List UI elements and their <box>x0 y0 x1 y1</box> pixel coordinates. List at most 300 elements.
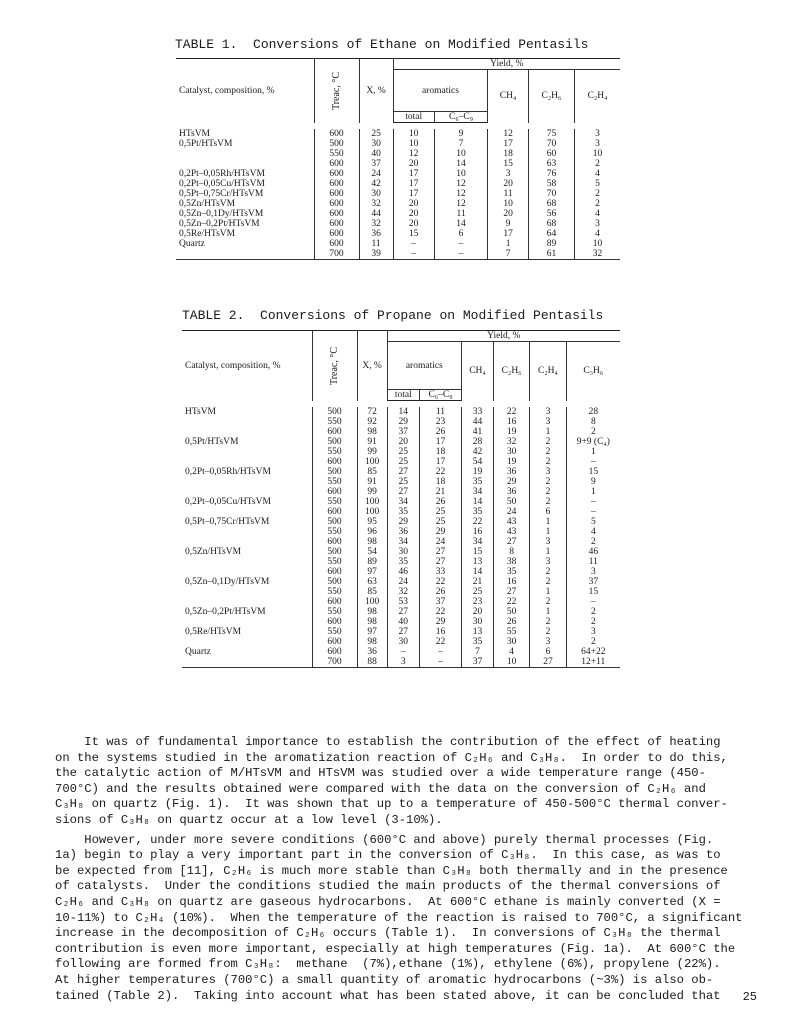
value-cell: 72 <box>357 407 387 417</box>
value-cell: 12 <box>434 179 488 189</box>
value-cell: 1 <box>530 527 566 537</box>
value-cell: 4 <box>575 229 620 239</box>
value-cell: 76 <box>528 169 574 179</box>
value-cell: 3 <box>566 627 620 637</box>
value-cell: 30 <box>493 637 529 647</box>
table2-header-yield: Yield, % <box>387 331 620 342</box>
value-cell: 11 <box>488 189 529 199</box>
table-row <box>176 139 620 149</box>
value-cell: 92 <box>357 417 387 427</box>
catalyst-cell <box>182 557 312 567</box>
value-cell: 1 <box>530 607 566 617</box>
value-cell: 36 <box>357 647 387 657</box>
value-cell: 98 <box>357 617 387 627</box>
catalyst-cell: 0,5Pt–0,75Cr/HTsVM <box>185 516 270 527</box>
value-cell: 30 <box>359 189 393 199</box>
value-cell: 8 <box>493 547 529 557</box>
table-row <box>182 557 620 567</box>
table1-header-aromatics: aromatics <box>393 70 488 112</box>
table-row <box>182 467 620 477</box>
value-cell: 60 <box>528 149 574 159</box>
value-cell: 22 <box>493 597 529 607</box>
value-cell: 600 <box>312 507 357 517</box>
table-row <box>182 407 620 417</box>
value-cell: 40 <box>387 617 419 627</box>
value-cell: 14 <box>462 497 494 507</box>
value-cell: 4 <box>566 527 620 537</box>
text-line: 10-11%) to C₂H₄ (10%). When the temperature of the reaction is raised to 700°C, a significant <box>55 910 743 925</box>
value-cell: 100 <box>357 597 387 607</box>
table-row <box>182 567 620 577</box>
value-cell: 36 <box>493 467 529 477</box>
value-cell: 500 <box>312 517 357 527</box>
value-cell: 3 <box>530 537 566 547</box>
value-cell: 21 <box>419 487 461 497</box>
value-cell: 14 <box>462 567 494 577</box>
value-cell: 3 <box>530 467 566 477</box>
value-cell: 15 <box>393 229 434 239</box>
value-cell: 4 <box>493 647 529 657</box>
value-cell: 600 <box>312 597 357 607</box>
value-cell: 550 <box>312 447 357 457</box>
value-cell: 38 <box>493 557 529 567</box>
value-cell: 10 <box>493 657 529 668</box>
value-cell: – <box>566 457 620 467</box>
value-cell: 20 <box>393 219 434 229</box>
catalyst-cell <box>182 417 312 427</box>
table-row <box>176 199 620 209</box>
value-cell: 29 <box>387 517 419 527</box>
catalyst-cell <box>182 487 312 497</box>
value-cell: 63 <box>357 577 387 587</box>
value-cell: 96 <box>357 527 387 537</box>
value-cell: 9 <box>434 129 488 139</box>
value-cell: 500 <box>312 407 357 417</box>
catalyst-cell <box>176 149 314 159</box>
text-line: However, under more severe conditions (600°C and above) purely thermal processes (Fig. <box>55 832 714 847</box>
catalyst-cell: 0,5Re/HTsVM <box>179 228 236 239</box>
value-cell: 34 <box>387 537 419 547</box>
value-cell: 8 <box>566 417 620 427</box>
value-cell: – <box>393 249 434 260</box>
value-cell: 20 <box>393 159 434 169</box>
catalyst-cell <box>182 637 312 647</box>
text-line: C₃H₈ on quartz (Fig. 1). It was shown that up to a temperature of 450-500°C thermal conver- <box>55 797 728 812</box>
text-line: of catalysts. Under the conditions studied the main products of the thermal conversions of <box>55 879 721 894</box>
value-cell: 600 <box>312 537 357 547</box>
value-cell: 18 <box>419 477 461 487</box>
value-cell: 16 <box>419 627 461 637</box>
table-row <box>176 169 620 179</box>
value-cell: 2 <box>530 437 566 447</box>
value-cell: 1 <box>488 239 529 249</box>
value-cell: 34 <box>387 497 419 507</box>
text-line: tained (Table 2). Taking into account what has been stated above, it can be concluded that <box>55 988 721 1003</box>
value-cell: 1 <box>566 487 620 497</box>
value-cell: 19 <box>493 427 529 437</box>
catalyst-cell <box>176 249 314 260</box>
value-cell: 36 <box>359 229 393 239</box>
table2-header-aromatics: aromatics <box>387 342 461 390</box>
value-cell: 89 <box>357 557 387 567</box>
value-cell: 22 <box>419 607 461 617</box>
catalyst-cell <box>182 587 312 597</box>
table-row <box>182 457 620 467</box>
value-cell: 600 <box>314 199 359 209</box>
value-cell: – <box>434 239 488 249</box>
value-cell: 600 <box>312 427 357 437</box>
value-cell: 3 <box>530 637 566 647</box>
value-cell: 24 <box>493 507 529 517</box>
value-cell: 85 <box>357 587 387 597</box>
value-cell: 63 <box>528 159 574 169</box>
value-cell: 17 <box>488 229 529 239</box>
value-cell: 600 <box>312 487 357 497</box>
value-cell: 2 <box>530 477 566 487</box>
value-cell: 3 <box>575 129 620 139</box>
value-cell: 3 <box>488 169 529 179</box>
value-cell: 22 <box>419 577 461 587</box>
text-line: C₂H₆ and C₃H₈ on quartz are gaseous hydrocarbons. At 600°C ethane is mainly converted (X = <box>55 894 721 909</box>
value-cell: 97 <box>357 567 387 577</box>
table2-title: TABLE 2. Conversions of Propane on Modified Pentasils <box>182 308 604 323</box>
value-cell: 10 <box>575 149 620 159</box>
value-cell: 3 <box>387 657 419 668</box>
value-cell: 37 <box>419 597 461 607</box>
value-cell: 23 <box>462 597 494 607</box>
value-cell: 44 <box>359 209 393 219</box>
table-row <box>182 437 620 447</box>
value-cell: 29 <box>419 527 461 537</box>
value-cell: 15 <box>462 547 494 557</box>
table1-header-total: total <box>393 112 434 123</box>
value-cell: 27 <box>387 627 419 637</box>
value-cell: 700 <box>312 657 357 668</box>
value-cell: 26 <box>493 617 529 627</box>
value-cell: 43 <box>493 527 529 537</box>
catalyst-cell: 0,5Zn/HTsVM <box>179 198 236 209</box>
value-cell: 68 <box>528 199 574 209</box>
value-cell: 550 <box>312 627 357 637</box>
text-line: contribution is even more important, especially at high temperatures (Fig. 1a). At 600°C the <box>55 941 736 956</box>
table-row <box>182 447 620 457</box>
value-cell: 27 <box>387 487 419 497</box>
value-cell: 5 <box>566 517 620 527</box>
value-cell: 91 <box>357 437 387 447</box>
value-cell: 41 <box>462 427 494 437</box>
value-cell: 600 <box>312 637 357 647</box>
value-cell: 550 <box>312 607 357 617</box>
table-row <box>182 627 620 637</box>
value-cell: 14 <box>387 407 419 417</box>
value-cell: 600 <box>312 457 357 467</box>
value-cell: 500 <box>312 467 357 477</box>
value-cell: 1 <box>566 447 620 457</box>
value-cell: 1 <box>530 587 566 597</box>
value-cell: 21 <box>462 577 494 587</box>
value-cell: – <box>419 647 461 657</box>
value-cell: 100 <box>357 507 387 517</box>
catalyst-cell <box>182 617 312 627</box>
catalyst-cell: 0,2Pt–0,05Cu/HTsVM <box>179 178 265 189</box>
value-cell: 44 <box>462 417 494 427</box>
value-cell: 16 <box>493 417 529 427</box>
value-cell: 2 <box>530 617 566 627</box>
catalyst-cell: 0,5Pt/HTsVM <box>185 436 239 447</box>
value-cell: 24 <box>387 577 419 587</box>
table-row <box>182 537 620 547</box>
value-cell: 10 <box>575 239 620 249</box>
value-cell: 99 <box>357 447 387 457</box>
value-cell: 35 <box>462 507 494 517</box>
value-cell: 99 <box>357 487 387 497</box>
value-cell: 32 <box>359 199 393 209</box>
value-cell: 600 <box>314 129 359 139</box>
value-cell: 16 <box>462 527 494 537</box>
value-cell: 2 <box>575 199 620 209</box>
value-cell: 98 <box>357 537 387 547</box>
value-cell: 34 <box>462 487 494 497</box>
value-cell: 70 <box>528 189 574 199</box>
table-row <box>176 219 620 229</box>
text-line: following are formed from C₃H₈: methane (7%),ethane (1%), ethylene (6%), propylene (22%). <box>55 957 721 972</box>
value-cell: 600 <box>314 229 359 239</box>
table-row <box>182 607 620 617</box>
value-cell: 600 <box>312 567 357 577</box>
value-cell: 11 <box>566 557 620 567</box>
value-cell: 75 <box>528 129 574 139</box>
value-cell: 29 <box>419 617 461 627</box>
value-cell: 100 <box>357 497 387 507</box>
value-cell: 600 <box>314 219 359 229</box>
table-row <box>176 149 620 159</box>
catalyst-cell <box>182 427 312 437</box>
value-cell: 13 <box>462 557 494 567</box>
catalyst-cell <box>182 507 312 517</box>
value-cell: 27 <box>419 547 461 557</box>
value-cell: 95 <box>357 517 387 527</box>
text-line: the catalytic action of M/HTsVM and HTsVM was studied over a wide temperature range (450- <box>55 766 706 781</box>
text-line: At higher temperatures (700°C) a small quantity of aromatic hydrocarbons (~3%) is also ob- <box>55 972 714 987</box>
value-cell: 10 <box>488 199 529 209</box>
table1-header-ch4: CH₄ <box>488 70 529 123</box>
catalyst-cell: 0,5Zn/HTsVM <box>185 546 242 557</box>
value-cell: 20 <box>393 209 434 219</box>
table-row <box>182 647 620 657</box>
value-cell: 24 <box>359 169 393 179</box>
value-cell: 25 <box>462 587 494 597</box>
value-cell: 1 <box>530 517 566 527</box>
catalyst-cell: 0,2Pt–0,05Rh/HTsVM <box>179 168 265 179</box>
value-cell: 2 <box>530 597 566 607</box>
value-cell: 29 <box>387 417 419 427</box>
table1-header-catalyst: Catalyst, composition, % <box>176 59 314 123</box>
value-cell: 4 <box>575 169 620 179</box>
value-cell: 2 <box>575 189 620 199</box>
value-cell: 500 <box>314 139 359 149</box>
catalyst-cell <box>176 159 314 169</box>
value-cell: 2 <box>575 159 620 169</box>
table-row <box>182 587 620 597</box>
table-row <box>182 517 620 527</box>
table-row <box>176 209 620 219</box>
value-cell: 14 <box>434 159 488 169</box>
table1-header-x: X, % <box>359 59 393 123</box>
value-cell: – <box>566 507 620 517</box>
text-line: 1a) begin to play a very important part in the conversion of C₃H₈. In this case, as was to <box>55 848 721 863</box>
value-cell: – <box>434 249 488 260</box>
value-cell: 32 <box>493 437 529 447</box>
page-number: 25 <box>742 990 757 1004</box>
value-cell: 7 <box>488 249 529 260</box>
value-cell: 54 <box>357 547 387 557</box>
value-cell: 85 <box>357 467 387 477</box>
value-cell: 46 <box>387 567 419 577</box>
value-cell: 26 <box>419 497 461 507</box>
value-cell: 7 <box>462 647 494 657</box>
value-cell: 30 <box>359 139 393 149</box>
value-cell: 11 <box>419 407 461 417</box>
value-cell: 6 <box>434 229 488 239</box>
value-cell: 15 <box>488 159 529 169</box>
value-cell: 97 <box>357 627 387 637</box>
value-cell: 2 <box>566 537 620 547</box>
table-row <box>182 597 620 607</box>
value-cell: 26 <box>419 427 461 437</box>
value-cell: 20 <box>488 179 529 189</box>
value-cell: 20 <box>462 607 494 617</box>
value-cell: 42 <box>359 179 393 189</box>
table-row <box>182 477 620 487</box>
value-cell: 2 <box>530 577 566 587</box>
value-cell: 27 <box>387 607 419 617</box>
value-cell: 4 <box>575 209 620 219</box>
table2-header-c3h6: C₃H₆ <box>566 342 620 401</box>
value-cell: 550 <box>312 497 357 507</box>
value-cell: 37 <box>566 577 620 587</box>
value-cell: – <box>387 647 419 657</box>
value-cell: – <box>393 239 434 249</box>
value-cell: 35 <box>462 637 494 647</box>
value-cell: – <box>566 497 620 507</box>
table2-header-c6c9: C₆–C₉ <box>419 390 461 401</box>
value-cell: 2 <box>530 447 566 457</box>
value-cell: 2 <box>530 627 566 637</box>
value-cell: 55 <box>493 627 529 637</box>
value-cell: 3 <box>566 567 620 577</box>
value-cell: 25 <box>387 457 419 467</box>
value-cell: 2 <box>566 637 620 647</box>
value-cell: 600 <box>314 159 359 169</box>
value-cell: 20 <box>488 209 529 219</box>
value-cell: 32 <box>359 219 393 229</box>
table-row <box>176 189 620 199</box>
value-cell: 3 <box>575 219 620 229</box>
table-row <box>176 179 620 189</box>
value-cell: 3 <box>575 139 620 149</box>
value-cell: 17 <box>488 139 529 149</box>
value-cell: 27 <box>493 587 529 597</box>
table-row <box>182 507 620 517</box>
value-cell: 9+9 (C₄) <box>566 437 620 447</box>
value-cell: 88 <box>357 657 387 668</box>
value-cell: 600 <box>312 617 357 627</box>
value-cell: 19 <box>462 467 494 477</box>
table1-body <box>176 129 620 260</box>
table-row <box>182 577 620 587</box>
value-cell: – <box>566 597 620 607</box>
catalyst-cell <box>182 657 312 668</box>
value-cell: 2 <box>530 487 566 497</box>
catalyst-cell <box>182 597 312 607</box>
value-cell: 600 <box>314 209 359 219</box>
value-cell: 27 <box>493 537 529 547</box>
table1-header-c2h4: C₂H₄ <box>575 70 620 123</box>
value-cell: 30 <box>387 547 419 557</box>
value-cell: 550 <box>312 417 357 427</box>
value-cell: 32 <box>387 587 419 597</box>
text-line: increase in the decomposition of C₂H₆ occurs (Table 1). In conversions of C₃H₈ the thermal <box>55 926 721 941</box>
value-cell: 35 <box>387 507 419 517</box>
table1-header-yield: Yield, % <box>393 59 620 70</box>
value-cell: 12 <box>488 129 529 139</box>
value-cell: 600 <box>314 189 359 199</box>
value-cell: 25 <box>359 129 393 139</box>
value-cell: 98 <box>357 607 387 617</box>
value-cell: 550 <box>312 557 357 567</box>
value-cell: 14 <box>434 219 488 229</box>
catalyst-cell: 0,5Re/HTsVM <box>185 626 242 637</box>
table-row <box>182 487 620 497</box>
value-cell: 500 <box>312 547 357 557</box>
value-cell: 20 <box>393 199 434 209</box>
value-cell: 22 <box>462 517 494 527</box>
value-cell: 9 <box>488 219 529 229</box>
value-cell: 27 <box>419 557 461 567</box>
value-cell: 61 <box>528 249 574 260</box>
catalyst-cell: 0,5Zn–0,1Dy/HTsVM <box>185 576 270 587</box>
value-cell: 550 <box>312 587 357 597</box>
value-cell: 42 <box>462 447 494 457</box>
value-cell: 10 <box>393 129 434 139</box>
value-cell: 30 <box>462 617 494 627</box>
table2-header-c2h4: C₂H₄ <box>530 342 566 401</box>
value-cell: 36 <box>387 527 419 537</box>
table-row <box>176 159 620 169</box>
table1-header-c2h6: C₂H₆ <box>528 70 574 123</box>
text-line: sions of C₃H₈ on quartz occur at a low level (3-10%). <box>55 812 443 827</box>
value-cell: 600 <box>314 179 359 189</box>
value-cell: 18 <box>419 447 461 457</box>
value-cell: 30 <box>387 637 419 647</box>
value-cell: 32 <box>575 249 620 260</box>
value-cell: 500 <box>312 577 357 587</box>
value-cell: 24 <box>419 537 461 547</box>
catalyst-cell: 0,5Pt/HTsVM <box>179 138 233 149</box>
value-cell: 26 <box>419 587 461 597</box>
value-cell: 68 <box>528 219 574 229</box>
table-row <box>182 497 620 507</box>
value-cell: 28 <box>462 437 494 447</box>
value-cell: 35 <box>462 477 494 487</box>
value-cell: 12 <box>434 189 488 199</box>
table2-header-c2h6: C₂H₆ <box>493 342 529 401</box>
table2 <box>182 330 620 668</box>
value-cell: 17 <box>393 179 434 189</box>
value-cell: 37 <box>462 657 494 668</box>
value-cell: 40 <box>359 149 393 159</box>
value-cell: 50 <box>493 607 529 617</box>
